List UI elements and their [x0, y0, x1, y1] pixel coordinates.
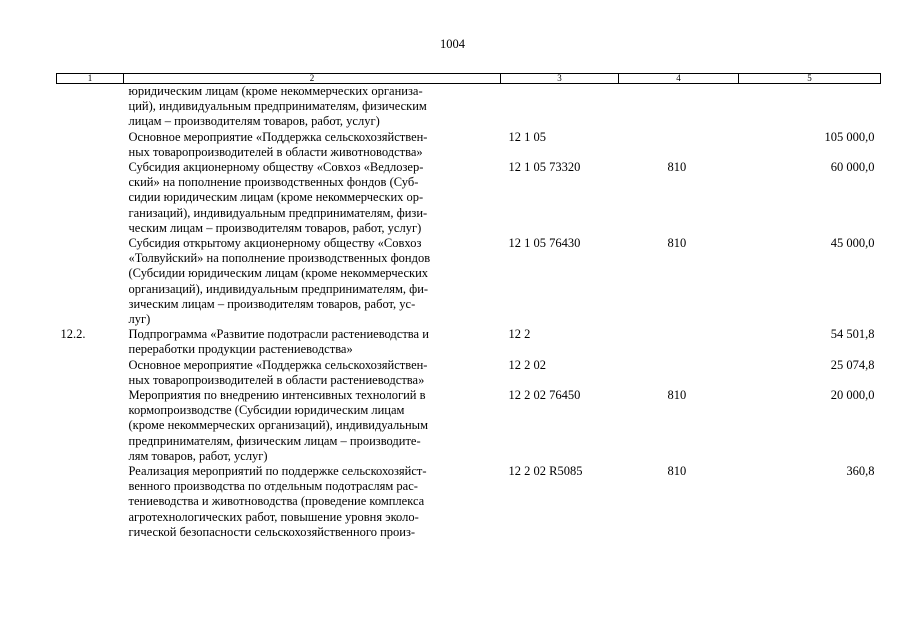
row-amount: [739, 84, 881, 130]
row-amount: 360,8: [846, 464, 875, 479]
table-row: [57, 160, 881, 236]
row-expense-type: 810: [667, 464, 687, 479]
row-name: Основное мероприятие «Поддержка сельскохозяйствен- ных товаропроизводителей в области животноводства»: [128, 129, 428, 159]
row-expense-type: [619, 130, 739, 160]
row-expense-type: [619, 84, 739, 130]
page-number: 1004: [440, 37, 465, 51]
row-name: Мероприятия по внедрению интенсивных технологий в кормопроизводстве (Субсидии юридическим лицам (кроме некоммерческих организаций), индивидуальным предпринимателям, физическим лицам – производите- лям товаров, работ, услуг): [128, 388, 428, 463]
row-number: [57, 130, 124, 160]
row-code: 12 2: [508, 327, 531, 342]
table-row: [57, 358, 881, 388]
row-code: 12 1 05 73320: [508, 160, 581, 175]
row-name: Подпрограмма «Развитие подотрасли растениеводства и переработки продукции растениеводства»: [128, 327, 429, 357]
header-col-1: 1: [57, 74, 124, 84]
table-body: [57, 84, 881, 541]
row-amount: 45 000,0: [830, 236, 875, 251]
row-expense-type: 810: [667, 160, 687, 175]
table-row: [57, 327, 881, 357]
row-number: [57, 236, 124, 327]
row-number: 12.2.: [60, 327, 86, 342]
row-name: Субсидия открытому акционерному обществу «Совхоз «Толвуйский» на пополнение производственных фондов (Субсидии юридическим лицам (кроме некоммерческих организаций), индивидуальным предпринимателям, фи- зическим лицам – производителям товаров, работ, ус- луг): [128, 236, 431, 327]
budget-table: [56, 73, 881, 540]
row-expense-type: 810: [667, 388, 687, 403]
row-number: [57, 160, 124, 236]
header-row: [57, 74, 881, 84]
table-row: [57, 388, 881, 464]
row-number: [57, 84, 124, 130]
row-name: Субсидия акционерному обществу «Совхоз «Ведлозер- ский» на пополнение производственных фондов (Суб- сидии юридическим лицам (кроме некоммерческих ор- ганизаций), индивидуальным предпринимателям, физи- ческим лицам – производителям товаров, работ, услуг): [128, 160, 428, 235]
header-col-5: 5: [739, 74, 881, 84]
row-code: 12 2 02 76450: [508, 388, 581, 403]
row-code: 12 1 05: [508, 129, 546, 144]
row-expense-type: [619, 358, 739, 388]
row-code: 12 2 02: [508, 357, 546, 372]
row-name: Реализация мероприятий по поддержке сельскохозяйст- венного производства по отдельным подотраслям рас- тениеводства и животноводства (проведение комплекса агротехнологических работ, повышение уровня эколо- гической безопасности сельскохозяйственного произ-: [128, 464, 427, 539]
table-row: [57, 84, 881, 130]
table-row: [57, 236, 881, 327]
row-amount: 105 000,0: [824, 129, 875, 144]
header-col-3: 3: [501, 74, 619, 84]
row-name: Основное мероприятие «Поддержка сельскохозяйствен- ных товаропроизводителей в области растениеводства»: [128, 357, 428, 387]
row-number: [57, 388, 124, 464]
row-code: [501, 84, 619, 130]
table-row: [57, 130, 881, 160]
row-expense-type: 810: [667, 236, 687, 251]
table-row: [57, 464, 881, 540]
row-code: 12 2 02 R5085: [508, 464, 583, 479]
row-expense-type: [619, 327, 739, 357]
row-amount: 25 074,8: [830, 357, 875, 372]
row-number: [57, 464, 124, 540]
table-header: [57, 74, 881, 84]
row-amount: 20 000,0: [830, 388, 875, 403]
row-amount: 54 501,8: [830, 327, 875, 342]
header-col-4: 4: [619, 74, 739, 84]
row-code: 12 1 05 76430: [508, 236, 581, 251]
row-name: юридическим лицам (кроме некоммерческих организа- ций), индивидуальным предпринимателям, физическим лицам – производителям товаров, работ, услуг): [128, 84, 427, 129]
row-number: [57, 358, 124, 388]
header-col-2: 2: [124, 74, 501, 84]
row-amount: 60 000,0: [830, 160, 875, 175]
